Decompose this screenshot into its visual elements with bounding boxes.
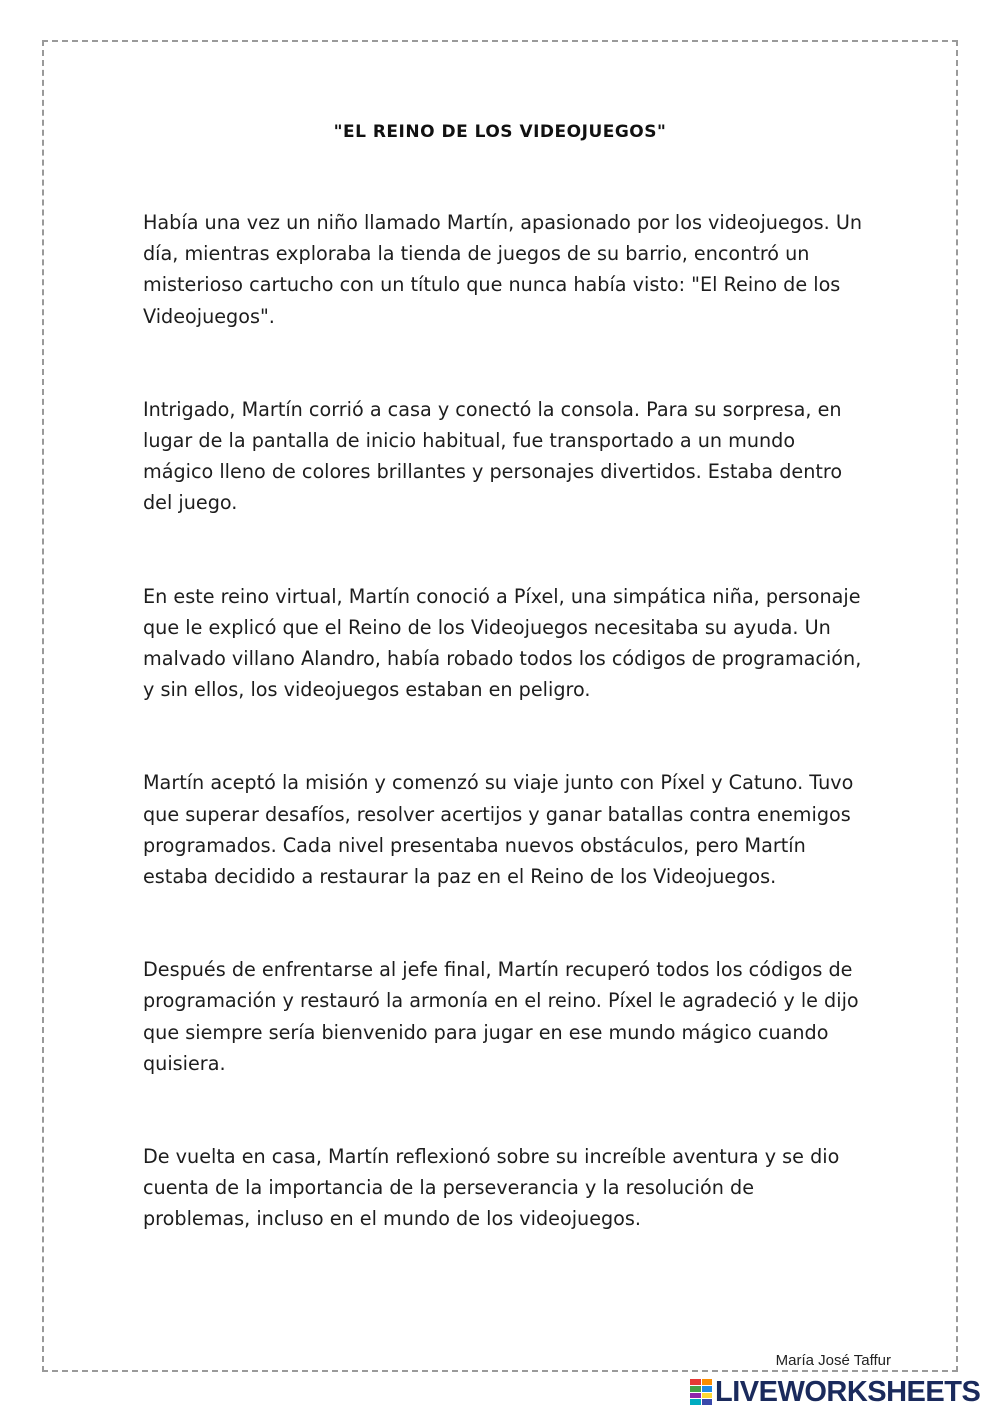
logo-cell <box>690 1379 701 1385</box>
liveworksheets-logo-icon <box>690 1379 712 1405</box>
story-paragraph-4: Martín aceptó la misión y comenzó su viaje junto con Píxel y Catuno. Tuvo que superar desafíos, resolver acertijos y ganar batallas contra enemigos programados. Cada nivel presentaba nuevos obstáculos, pero Martín estaba decidido a restaurar la paz en el Reino de los Videojuegos. <box>143 771 854 889</box>
logo-cell <box>690 1399 701 1405</box>
story-paragraph-2: Intrigado, Martín corrió a casa y conectó la consola. Para su sorpresa, en lugar de la pantalla de inicio habitual, fue transportado a un mundo mágico lleno de colores brillantes y personajes divertidos. Estaba dentro del juego. <box>143 397 843 515</box>
logo-cell <box>702 1399 713 1405</box>
logo-cell <box>702 1393 713 1399</box>
story-paragraph-1: Había una vez un niño llamado Martín, apasionado por los videojuegos. Un día, mientras exploraba la tienda de juegos de su barrio, encontró un misterioso cartucho con un título que nunca había visto: "El Reino de los Videojuegos". <box>143 211 863 328</box>
story-paragraph-5: Después de enfrentarse al jefe final, Martín recuperó todos los códigos de programación y restauró la armonía en el reino. Píxel le agradeció y le dijo que siempre sería bienvenido para jugar en ese mundo mágico cuando quisiera. <box>143 958 859 1075</box>
author-credit: María José Taffur <box>773 1352 894 1369</box>
story-body <box>143 207 863 1297</box>
story-paragraph-3: En este reino virtual, Martín conoció a Píxel, una simpática niña, personaje que le explicó que el Reino de los Videojuegos necesitaba su ayuda. Un malvado villano Alandro, había robado todos los códigos de programación, y sin ellos, los videojuegos estaban en peligro. <box>143 584 862 702</box>
liveworksheets-wordmark: LIVEWORKSHEETS <box>715 1375 981 1408</box>
liveworksheets-brand[interactable] <box>690 1376 980 1408</box>
logo-cell <box>690 1393 701 1399</box>
logo-cell <box>702 1386 713 1392</box>
story-paragraph-6: De vuelta en casa, Martín reflexionó sobre su increíble aventura y se dio cuenta de la importancia de la perseverancia y la resolución de problemas, incluso en el mundo de los videojuegos. <box>143 1145 840 1231</box>
logo-cell <box>690 1386 701 1392</box>
logo-cell <box>702 1379 713 1385</box>
document-title: "EL REINO DE LOS VIDEOJUEGOS" <box>333 122 667 142</box>
